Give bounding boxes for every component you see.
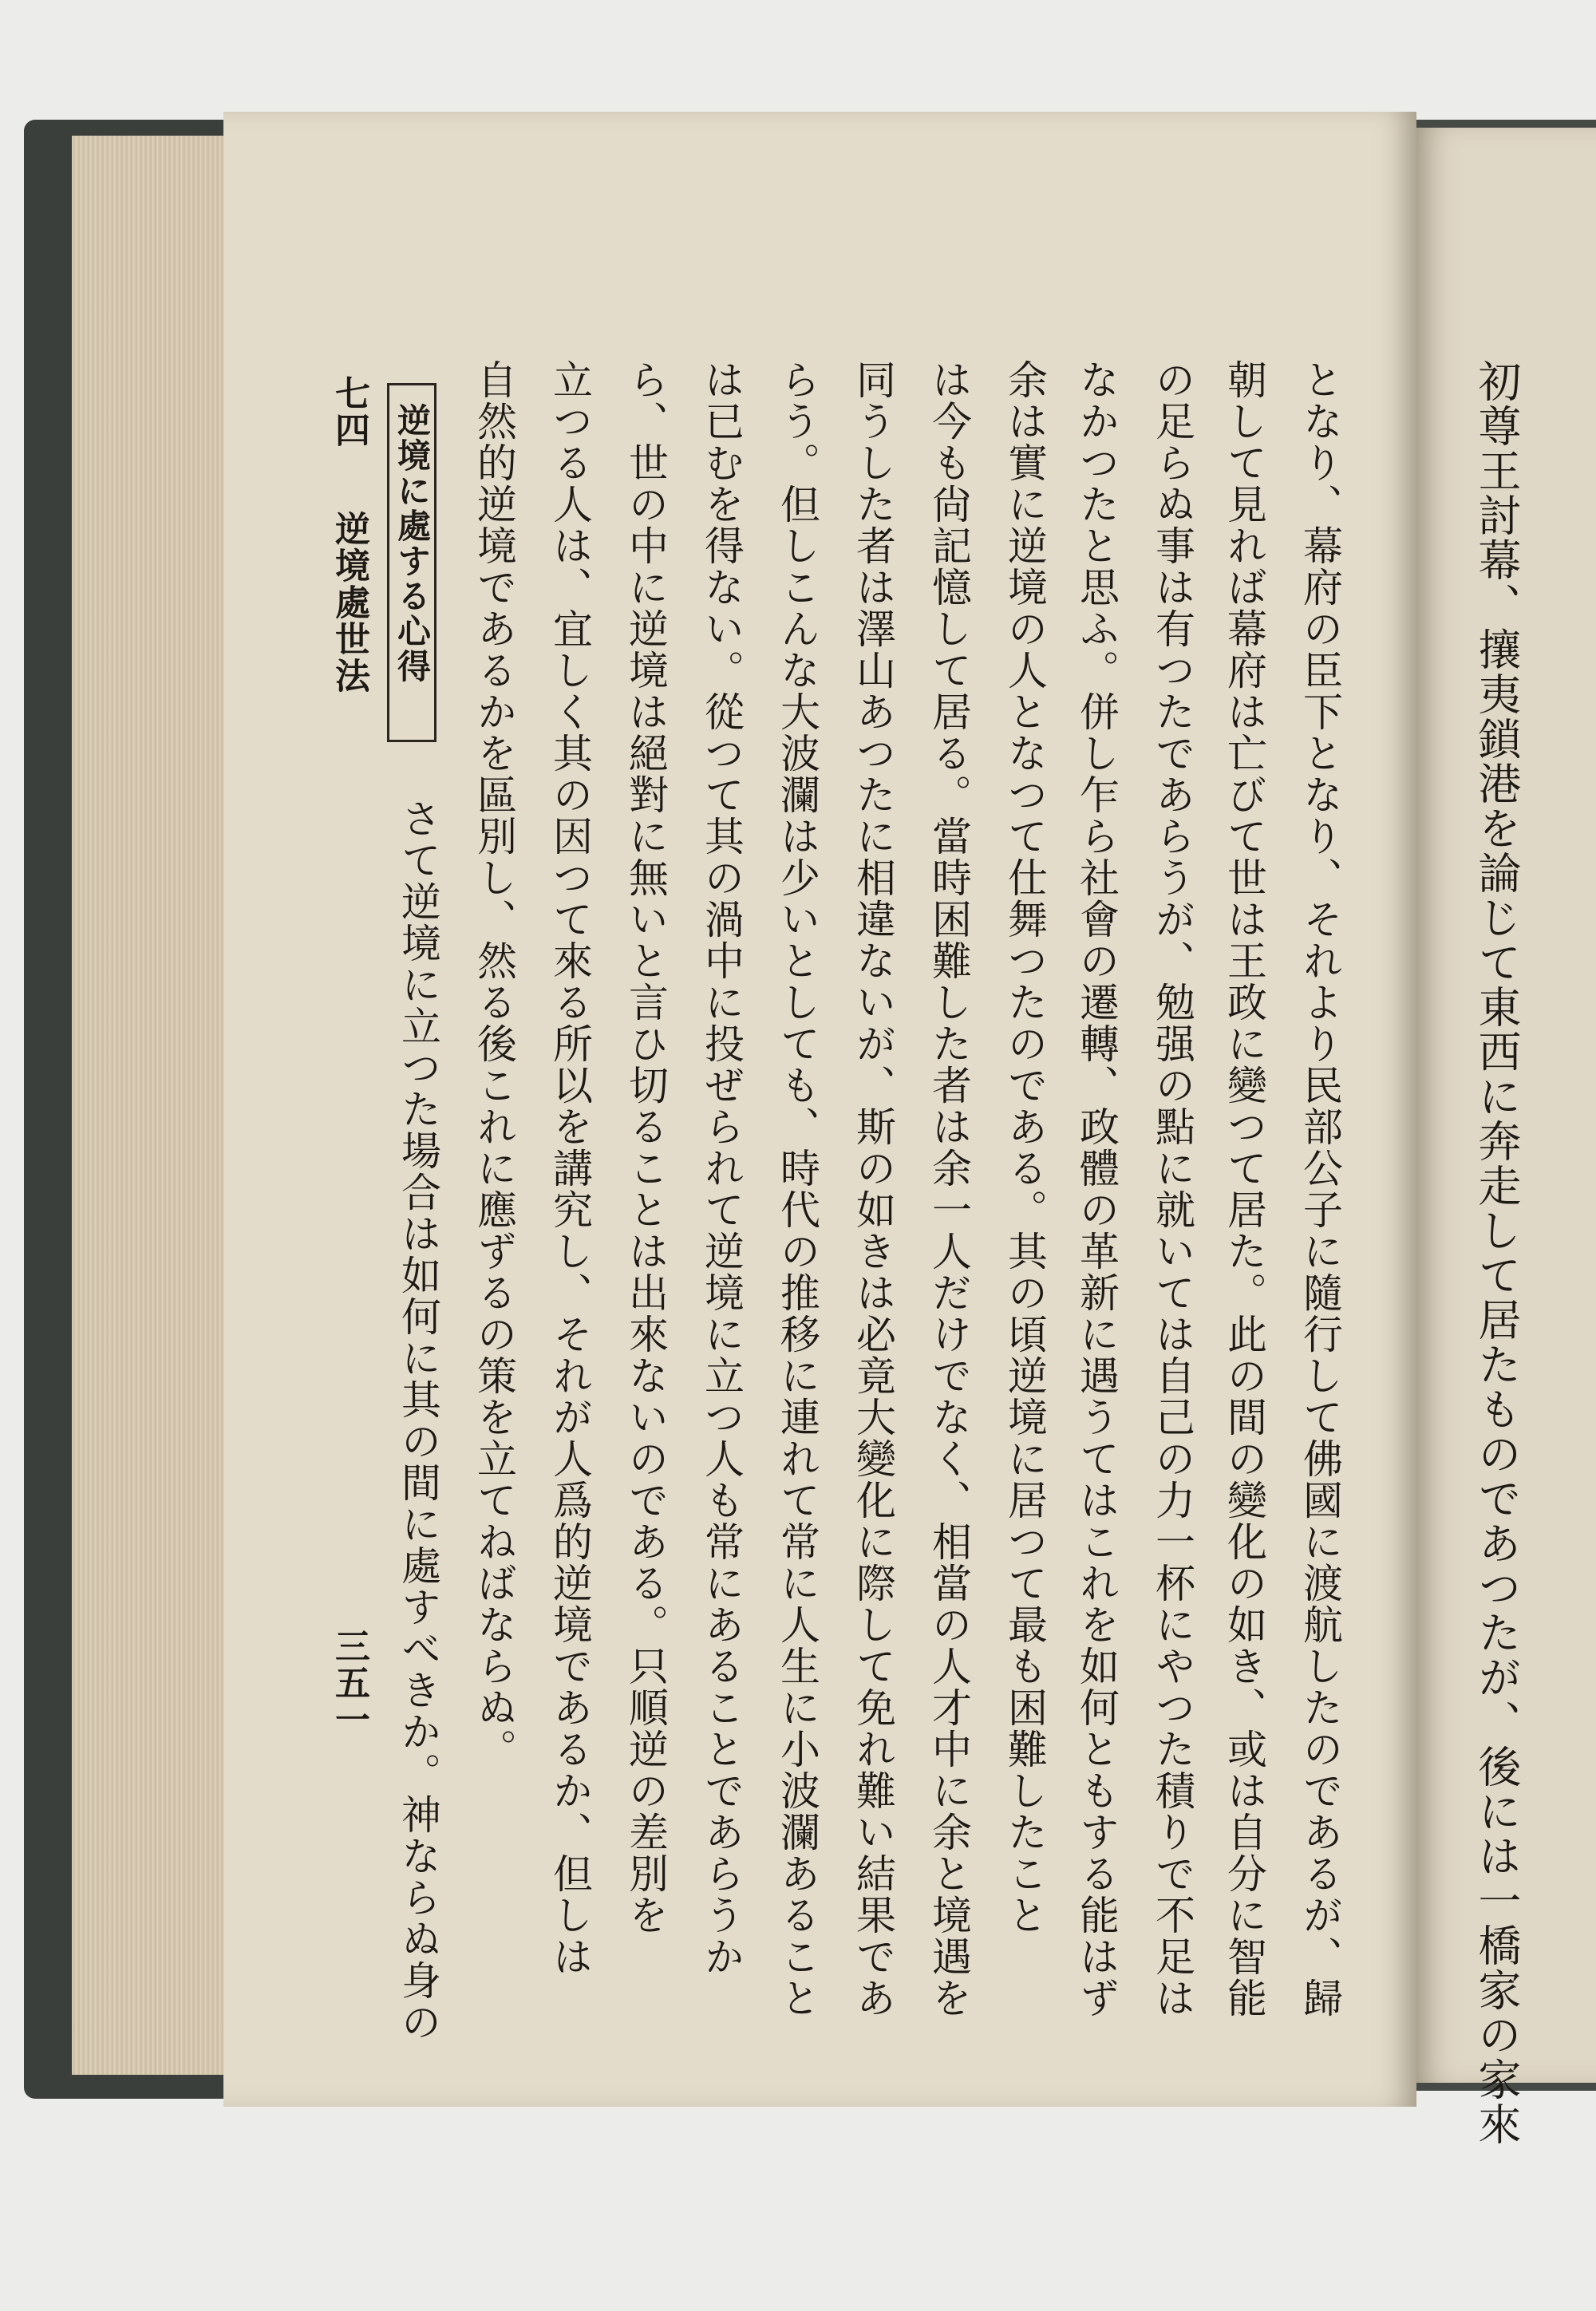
page-number: 三五一: [329, 1628, 369, 1738]
right-page-line: 初尊王討幕、攘夷鎖港を論じて東西に奔走して居たものであつたが、後には一橋家の家來: [1472, 359, 1522, 2147]
body-column: ら、世の中に逆境は絕對に無いと言ひ切ることは出來ないのである。只順逆の差別を: [622, 359, 669, 1936]
body-column: の足らぬ事は有つたであらうが、勉强の點に就いては自己の力一杯にやつた積りで不足は: [1149, 359, 1195, 2019]
body-column: 余は實に逆境の人となつて仕舞つたのである。其の頃逆境に居つて最も困難したこと: [1001, 359, 1048, 1936]
section-number: 七四: [329, 375, 369, 448]
right-page: [1416, 128, 1596, 2147]
body-column: は今も尙記憶して居る。當時困難した者は余一人だけでなく、相當の人才中に余と境遇を: [926, 359, 972, 2019]
body-column: 同うした者は澤山あつたに相違ないが、斯の如きは必竟大變化に際して免れ難い結果であ: [850, 359, 896, 2019]
section-heading: 逆境に處する心得: [387, 383, 437, 742]
body-column: 自然的逆境であるかを區別し、然る後これに應ずるの策を立てねばならぬ。: [471, 359, 517, 1770]
body-column: さて逆境に立つた場合は如何に其の間に處すべきか。神ならぬ身の: [395, 798, 441, 2043]
body-column: 立つる人は、宜しく其の因つて來る所以を講究し、それが人爲的逆境であるか、但しは: [547, 359, 593, 1977]
body-column: 朝して見れば幕府は亡びて世は王政に變つて居た。此の間の變化の如き、或は自分に智能: [1221, 359, 1267, 2019]
body-column: は已むを得ない。從つて其の渦中に投ぜられて逆境に立つ人も常にあることであらうか: [698, 359, 745, 1977]
body-column: となり、幕府の臣下となり、それより民部公子に隨行して佛國に渡航したのであるが、歸: [1297, 359, 1343, 2019]
chapter-title: 逆境處世法: [329, 511, 369, 694]
body-column: なかつたと思ふ。併し乍ら社會の遷轉、政體の革新に遇うてはこれを如何ともする能はず: [1073, 359, 1120, 2019]
body-column: らう。但しこんな大波瀾は少いとしても、時代の推移に連れて常に人生に小波瀾あること: [774, 359, 820, 2019]
page-edges: [72, 136, 231, 2075]
